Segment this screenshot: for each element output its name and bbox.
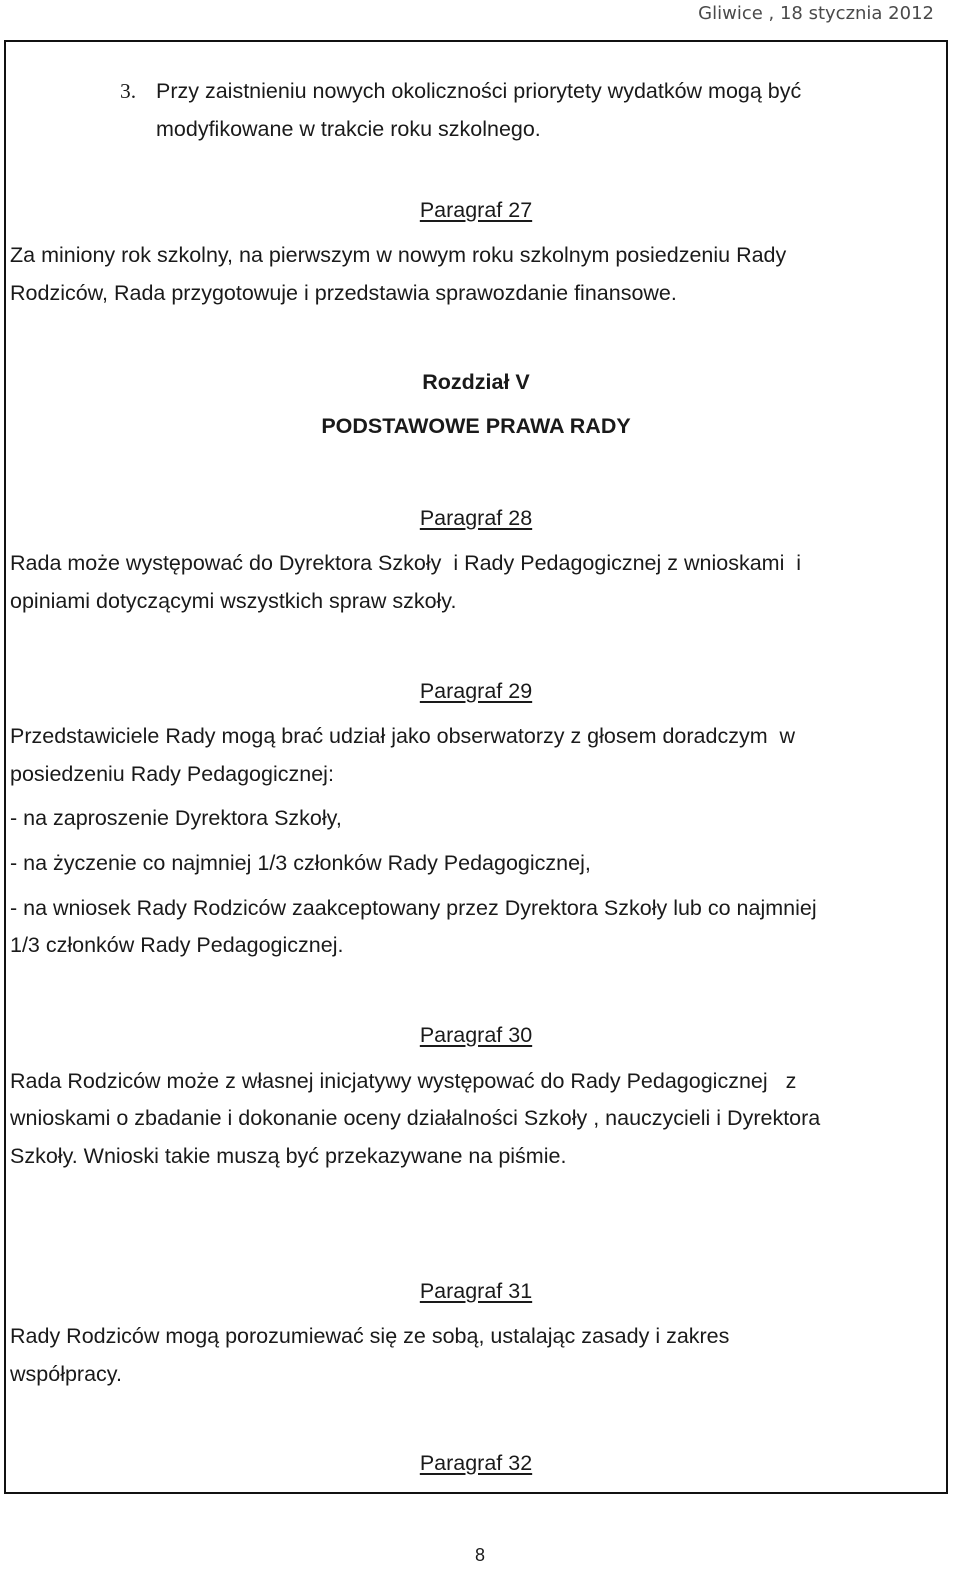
document-body <box>6 42 946 1492</box>
list-item-number: 3. <box>120 79 137 103</box>
paragraph-29-text-line1: Przedstawiciele Rady mogą brać udział jako obserwatorzy z głosem doradczym w <box>10 724 796 748</box>
paragraph-30-text-line3: Szkoły. Wnioski takie muszą być przekazywane na piśmie. <box>10 1144 567 1168</box>
paragraph-28-heading: Paragraf 28 <box>419 506 533 530</box>
paragraph-31-text-line2: współpracy. <box>10 1362 122 1386</box>
page-number: 8 <box>474 1545 485 1565</box>
paragraph-29-heading: Paragraf 29 <box>419 679 533 703</box>
paragraph-28-text-line1: Rada może występować do Dyrektora Szkoły i Rady Pedagogicznej z wnioskami i <box>10 551 802 575</box>
paragraph-27-text-line1: Za miniony rok szkolny, na pierwszym w nowym roku szkolnym posiedzeniu Rady <box>10 243 787 267</box>
paragraph-30-heading: Paragraf 30 <box>419 1023 533 1047</box>
chapter-title: Rozdział V <box>422 370 530 394</box>
document-frame <box>4 40 948 1494</box>
document-date: Gliwice , 18 stycznia 2012 <box>698 3 934 24</box>
list-item-text-line1: Przy zaistnieniu nowych okoliczności priorytety wydatków mogą być <box>156 79 802 103</box>
paragraph-27-text-line2: Rodziców, Rada przygotowuje i przedstawia sprawozdanie finansowe. <box>10 281 677 305</box>
paragraph-27-heading: Paragraf 27 <box>419 198 533 222</box>
paragraph-31-heading: Paragraf 31 <box>419 1279 533 1303</box>
paragraph-29-bullet-1: - na zaproszenie Dyrektora Szkoły, <box>10 806 342 830</box>
list-item-text-line2: modyfikowane w trakcie roku szkolnego. <box>156 117 541 141</box>
paragraph-31-text-line1: Rady Rodziców mogą porozumiewać się ze sobą, ustalając zasady i zakres <box>10 1324 730 1348</box>
paragraph-32-heading: Paragraf 32 <box>419 1451 533 1475</box>
paragraph-29-text-line2: posiedzeniu Rady Pedagogicznej: <box>10 762 334 786</box>
paragraph-29-bullet-2: - na życzenie co najmniej 1/3 członków Rady Pedagogicznej, <box>10 851 591 875</box>
paragraph-30-text-line1: Rada Rodziców może z własnej inicjatywy występować do Rady Pedagogicznej z <box>10 1069 797 1093</box>
paragraph-29-bullet-3-line2: 1/3 członków Rady Pedagogicznej. <box>10 933 344 957</box>
paragraph-30-text-line2: wnioskami o zbadanie i dokonanie oceny działalności Szkoły , nauczycieli i Dyrektora <box>10 1106 821 1130</box>
paragraph-28-text-line2: opiniami dotyczącymi wszystkich spraw szkoły. <box>10 589 457 613</box>
chapter-subtitle: PODSTAWOWE PRAWA RADY <box>321 414 631 438</box>
paragraph-29-bullet-3-line1: - na wniosek Rady Rodziców zaakceptowany przez Dyrektora Szkoły lub co najmniej <box>10 896 817 920</box>
